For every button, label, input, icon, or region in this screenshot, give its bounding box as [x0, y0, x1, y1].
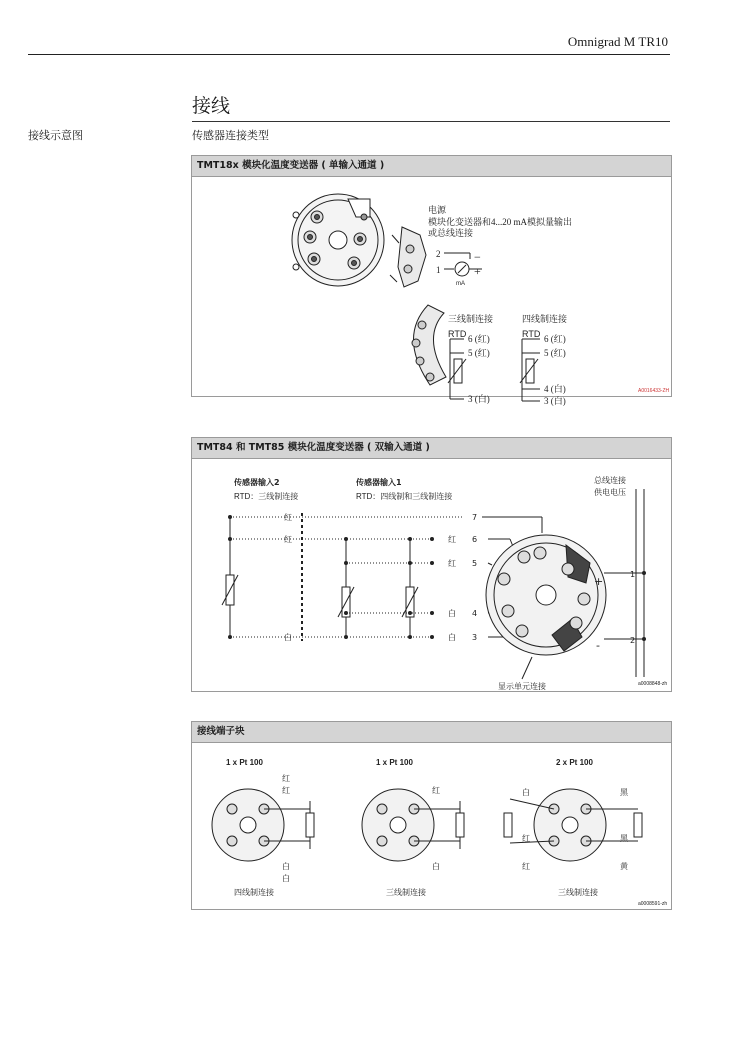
three-wire-label: 三线制连接	[386, 888, 426, 897]
caption-2: 1 x Pt 100	[376, 758, 413, 767]
supply-label: 供电电压	[594, 488, 626, 497]
bus-label: 或总线连接	[428, 228, 474, 238]
ma-label: mA	[456, 281, 465, 287]
wire-red: 红	[282, 774, 290, 783]
input-2-sub: RTD：三线制连接	[234, 492, 299, 501]
panel-single-input	[191, 155, 672, 406]
three-wire-label: 三线制连接	[558, 888, 598, 897]
figure-code: a0008591-zh	[638, 901, 668, 907]
wire-5-4w: 5 (红)	[544, 348, 566, 358]
terminal-head-3	[504, 789, 642, 861]
wire-white: 白	[282, 862, 290, 871]
dual-input-diagram	[192, 459, 671, 691]
wire-red: 红	[522, 862, 530, 871]
wire-white: 白	[448, 633, 456, 642]
page-header	[28, 26, 670, 55]
terminal-6: 6	[472, 535, 478, 544]
side-heading: 接线示意图	[28, 129, 83, 142]
bus-terminal-2: 2	[630, 636, 636, 645]
four-wire-label: 四线制连接	[234, 888, 274, 897]
caption-3: 2 x Pt 100	[556, 758, 593, 767]
sub-heading: 传感器连接类型	[192, 129, 269, 142]
bus-terminal-1: 1	[630, 570, 636, 579]
plus-sign: +	[594, 575, 604, 588]
terminal-1-label: 1	[436, 265, 441, 275]
terminal-4: 4	[472, 609, 478, 618]
wire-black: 黑	[620, 834, 628, 843]
input-2-title: 传感器输入2	[234, 478, 280, 487]
center-hole	[329, 231, 347, 249]
wire-white: 白	[284, 633, 292, 642]
terminal-3: 3	[472, 633, 478, 642]
wire-5-3w: 5 (红)	[468, 348, 490, 358]
rtd-label-3: RTD	[448, 329, 467, 339]
wire-white: 白	[282, 874, 290, 883]
minus-sign: −	[474, 250, 481, 264]
power-label: 电源	[428, 205, 447, 215]
wire-red: 红	[448, 559, 456, 568]
wire-red: 红	[284, 535, 292, 544]
figure-code: A0016433-ZH	[638, 388, 670, 394]
figure-code: a0008848-zh	[638, 681, 668, 687]
wire-3-4w: 3 (白)	[544, 396, 566, 406]
single-input-diagram	[192, 177, 671, 406]
wire-red: 红	[448, 535, 456, 544]
panel-dual-input	[191, 437, 672, 692]
wire-black: 黑	[620, 788, 628, 797]
wire-yellow: 黄	[620, 862, 628, 871]
wire-red: 红	[282, 786, 290, 795]
input-1-title: 传感器输入1	[356, 478, 402, 487]
panel-terminal-block	[191, 721, 672, 910]
wire-white: 白	[432, 862, 440, 871]
section-title: 接线	[192, 95, 231, 117]
power-output-label: 模块化变送器和4...20 mA模拟量输出	[428, 217, 573, 227]
four-wire-label: 四线制连接	[522, 314, 568, 324]
input-1-sub: RTD：四线制和三线制连接	[356, 492, 453, 501]
terminal-7: 7	[472, 513, 478, 522]
power-terminal-block	[398, 227, 426, 287]
terminal-head-2	[362, 789, 464, 861]
center-hole	[536, 585, 556, 605]
three-wire-label: 三线制连接	[448, 314, 494, 324]
caption-1: 1 x Pt 100	[226, 758, 263, 767]
bus-label: 总线连接	[594, 476, 626, 485]
wire-red: 红	[522, 834, 530, 843]
wire-6-4w: 6 (红)	[544, 334, 566, 344]
terminal-block-diagram	[192, 743, 671, 909]
terminal-2-label: 2	[436, 249, 441, 259]
rtd-label-4: RTD	[522, 329, 541, 339]
wire-6-3w: 6 (红)	[468, 334, 490, 344]
terminal-5: 5	[472, 559, 478, 568]
minus-sign: -	[596, 639, 600, 652]
panel-title: 接线端子块	[192, 722, 671, 743]
wire-3-3w: 3 (白)	[468, 394, 490, 404]
wire-4-4w: 4 (白)	[544, 384, 566, 394]
section-rule	[192, 121, 670, 122]
display-label: 显示单元连接	[498, 682, 546, 691]
wire-red: 红	[284, 513, 292, 522]
plus-sign: +	[474, 264, 481, 278]
wire-red: 红	[432, 786, 440, 795]
terminal-head-1	[212, 789, 314, 861]
document-title: Omnigrad M TR10	[567, 34, 668, 49]
panel-title: TMT84 和 TMT85 模块化温度变送器 ( 双输入通道 )	[192, 438, 671, 459]
wire-white: 白	[448, 609, 456, 618]
panel-title: TMT18x 模块化温度变送器 ( 单输入通道 )	[192, 156, 671, 177]
wire-white: 白	[522, 788, 530, 797]
